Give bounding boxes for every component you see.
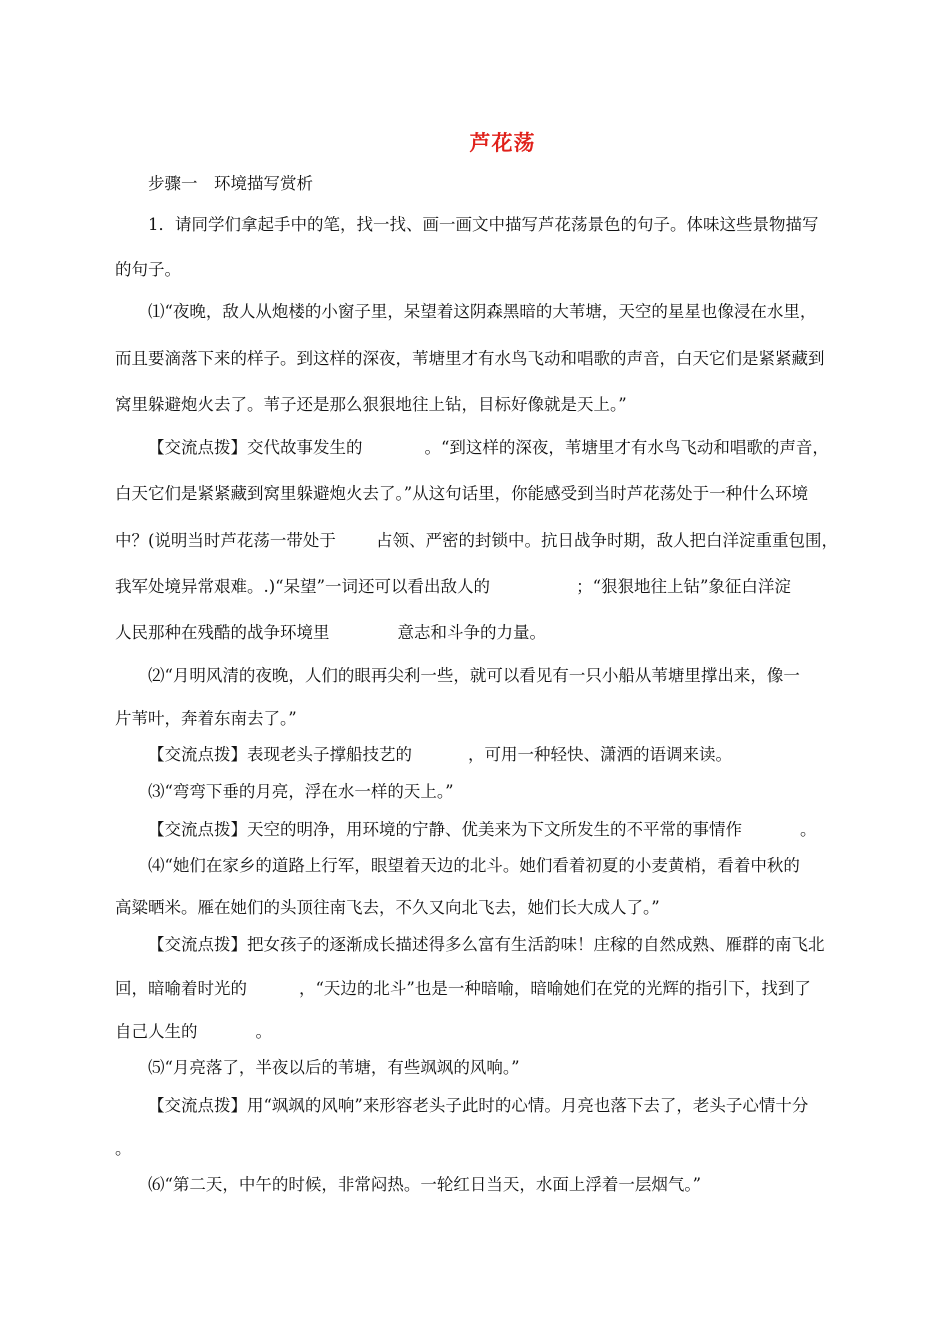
commentary-line: 【交流点拨】用“飒飒的风响”来形容老头子此时的心情。月亮也落下去了，老头子心情十分 [148,1096,809,1115]
question-line: 的句子。 [115,260,181,279]
commentary-line: 人民那种在残酷的战争环境里 意志和斗争的力量。 [115,623,546,642]
quote-line: 窝里躲避炮火去了。苇子还是那么狠狠地往上钻，目标好像就是天上。” [115,395,627,414]
commentary-line: 【交流点拨】天空的明净，用环境的宁静、优美来为下文所发生的不平常的事情作 。 [148,820,817,839]
commentary-line: 回，暗喻着时光的 ，“天边的北斗”也是一种暗喻，暗喻她们在党的光辉的指引下，找到了 [115,979,811,998]
commentary-line: 我军处境异常艰难。.)“呆望”一词还可以看出敌人的 ；“狠狠地往上钻”象征白洋淀 [115,577,791,596]
commentary-line: 自己人生的 。 [115,1022,272,1041]
quote-line: ⑴“夜晚，敌人从炮楼的小窗子里，呆望着这阴森黑暗的大苇塘，天空的星星也像浸在水里， [148,302,817,321]
quote-line: 片苇叶，奔着东南去了。” [115,709,297,728]
commentary-line: 白天它们是紧紧藏到窝里躲避炮火去了。”从这句话里，你能感受到当时芦花荡处于一种什么环境 [115,484,809,503]
commentary-line: 【交流点拨】交代故事发生的 。“到这样的深夜，苇塘里才有水鸟飞动和唱歌的声音， [148,438,829,457]
quote-line: ⑵“月明风清的夜晚，人们的眼再尖利一些，就可以看见有一只小船从苇塘里撑出来，像一 [148,666,800,685]
commentary-line: 中？(说明当时芦花荡一带处于 占领、严密的封锁中。抗日战争时期，敌人把白洋淀重重包围， [115,531,838,550]
quote-line: 高粱晒米。雁在她们的头顶往南飞去，不久又向北飞去，她们长大成人了。” [115,898,660,917]
step-heading: 步骤一 环境描写赏析 [148,174,313,193]
quote-line: ⑷“她们在家乡的道路上行军，眼望着天边的北斗。她们看着初夏的小麦黄梢，看着中秋的 [148,856,800,875]
commentary-line: 。 [115,1139,132,1158]
commentary-line: 【交流点拨】表现老头子撑船技艺的 ，可用一种轻快、潇洒的语调来读。 [148,745,732,764]
document-title: 芦花荡 [469,130,536,155]
quote-line: 而且要滴落下来的样子。到这样的深夜，苇塘里才有水鸟飞动和唱歌的声音，白天它们是紧紧藏到 [115,349,825,368]
commentary-line: 【交流点拨】把女孩子的逐渐成长描述得多么富有生活韵味！庄稼的自然成熟、雁群的南飞北 [148,935,825,954]
question-line: 1．请同学们拿起手中的笔，找一找、画一画文中描写芦花荡景色的句子。体味这些景物描写 [148,215,819,234]
quote-line: ⑶“弯弯下垂的月亮，浮在水一样的天上。” [148,782,454,801]
quote-line: ⑸“月亮落了，半夜以后的苇塘，有些飒飒的风响。” [148,1058,520,1077]
quote-line: ⑹“第二天，中午的时候，非常闷热。一轮红日当天，水面上浮着一层烟气。” [148,1175,702,1194]
